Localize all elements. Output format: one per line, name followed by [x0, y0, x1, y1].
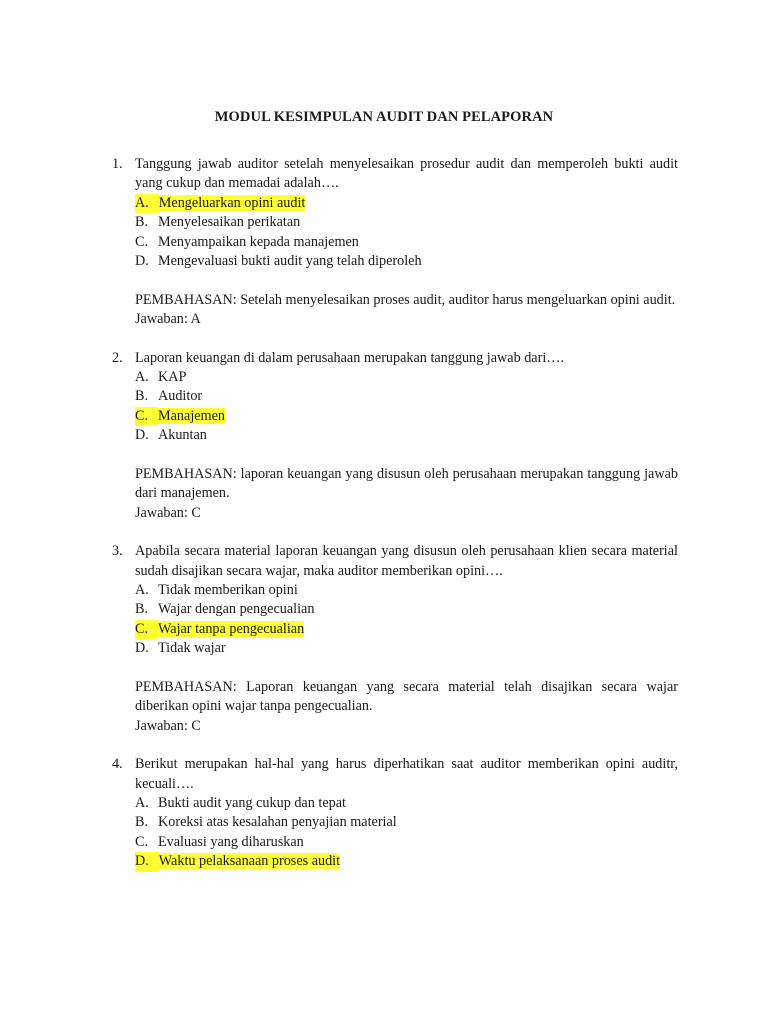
option-c [135, 620, 678, 639]
option-text: Auditor [158, 388, 203, 405]
option-list [135, 368, 678, 446]
option-text: Wajar tanpa pengecualian [158, 620, 305, 637]
question-list [112, 155, 678, 891]
answer-key: Jawaban: C [135, 504, 201, 521]
option-letter: C. [135, 233, 149, 250]
option-text: Akuntan [158, 427, 207, 444]
option-text: Manajemen [158, 407, 225, 424]
option-letter: A. [135, 194, 159, 213]
question-number: 1. [112, 156, 123, 172]
option-c [135, 233, 678, 252]
option-b [135, 813, 678, 832]
option-text: Koreksi atas kesalahan penyajian material [158, 814, 397, 831]
option-letter: C. [135, 407, 158, 426]
option-d [135, 852, 678, 871]
option-b [135, 600, 678, 619]
option-text: Tidak memberikan opini [158, 581, 298, 598]
discussion-text: PEMBAHASAN: Laporan keuangan yang secara material telah disajikan secara wajar diberikan opini wajar tanpa pengecualian. [135, 678, 678, 715]
option-letter: D. [135, 252, 149, 269]
option-letter: A. [135, 581, 149, 598]
option-letter: A. [135, 794, 149, 811]
question-3 [112, 542, 678, 736]
question-2 [112, 349, 678, 524]
option-text: Mengevaluasi bukti audit yang telah diperoleh [158, 252, 422, 269]
option-d [135, 426, 678, 445]
option-text: Wajar dengan pengecualian [158, 601, 315, 618]
option-text: KAP [158, 368, 187, 385]
answer-key: Jawaban: C [135, 717, 201, 734]
discussion-block [135, 291, 678, 330]
option-a [135, 581, 678, 600]
question-text: Laporan keuangan di dalam perusahaan merupakan tanggung jawab dari…. [135, 349, 565, 366]
option-list [135, 581, 678, 659]
option-text: Mengeluarkan opini audit [158, 194, 306, 211]
question-number: 3. [112, 543, 123, 560]
option-letter: D. [135, 427, 149, 444]
option-letter: C. [135, 833, 149, 850]
option-letter: D. [135, 852, 159, 871]
question-text: Apabila secara material laporan keuangan yang disusun oleh perusahaan klien secara material sudah disajikan secara wajar, maka auditor memberikan opini…. [135, 543, 678, 579]
discussion-text: PEMBAHASAN: laporan keuangan yang disusun oleh perusahaan merupakan tanggung jawab dari manajemen. [135, 465, 678, 502]
option-letter: B. [135, 814, 149, 831]
option-c [135, 407, 678, 426]
option-b [135, 213, 678, 232]
document-title: MODUL KESIMPULAN AUDIT DAN PELAPORAN [214, 109, 554, 125]
option-letter: D. [135, 640, 149, 657]
question-text: Tanggung jawab auditor setelah menyelesaikan prosedur audit dan memperoleh bukti audit yang cukup dan memadai adalah…. [135, 156, 678, 192]
option-c [135, 833, 678, 852]
discussion-block [135, 465, 678, 523]
question-number: 4. [112, 756, 123, 773]
discussion-block [135, 678, 678, 736]
question-1 [112, 155, 678, 330]
option-list [135, 794, 678, 872]
option-a [135, 194, 678, 213]
option-list [135, 194, 678, 272]
option-letter: B. [135, 388, 149, 405]
answer-key: Jawaban: A [135, 311, 201, 328]
option-text: Menyampaikan kepada manajemen [158, 233, 359, 250]
option-a [135, 368, 678, 387]
option-letter: C. [135, 620, 158, 639]
question-text: Berikut merupakan hal-hal yang harus diperhatikan saat auditor memberikan opini auditr, kecuali…. [135, 756, 678, 792]
option-d [135, 639, 678, 658]
option-b [135, 387, 678, 406]
question-number: 2. [112, 349, 123, 366]
option-text: Bukti audit yang cukup dan tepat [158, 794, 346, 811]
option-d [135, 252, 678, 271]
option-text: Evaluasi yang diharuskan [158, 833, 304, 850]
question-4 [112, 755, 678, 871]
option-text: Tidak wajar [158, 640, 226, 657]
option-letter: B. [135, 214, 149, 231]
discussion-text: PEMBAHASAN: Setelah menyelesaikan proses audit, auditor harus mengeluarkan opini audit. [135, 291, 676, 308]
option-letter: B. [135, 601, 149, 618]
option-a [135, 794, 678, 813]
option-text: Menyelesaikan perikatan [158, 214, 301, 231]
option-letter: A. [135, 368, 149, 385]
option-text: Waktu pelaksanaan proses audit [158, 853, 341, 870]
